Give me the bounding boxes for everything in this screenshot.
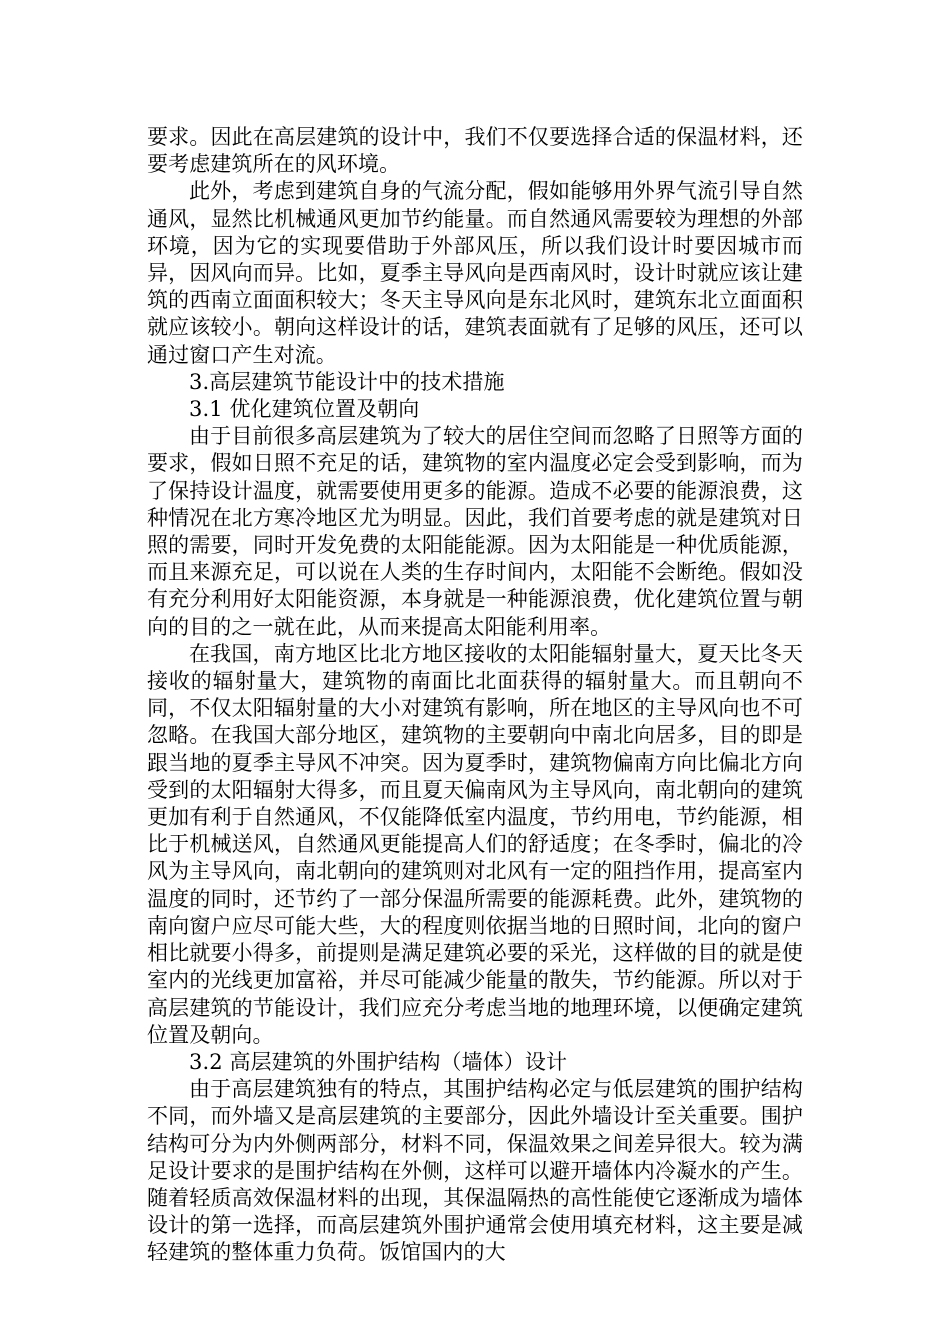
paragraph-envelope: 由于高层建筑独有的特点，其围护结构必定与低层建筑的围护结构不同，而外墙又是高层建筑的主要部分，因此外墙设计至关重要。围护结构可分为内外侧两部分，材料不同，保温效果之间差异很大。较为满足设计要求的是围护结构在外侧，这样可以避开墙体内冷凝水的产生。随着轻质高效保温材料的出现，其保温隔热的高性能使它逐渐成为墙体设计的第一选择，而高层建筑外围护通常会使用填充材料，这主要是减轻建筑的整体重力负荷。饭馆国内的大 <box>147 1077 803 1265</box>
paragraph-sunlight: 由于目前很多高层建筑为了较大的居住空间而忽略了日照等方面的要求，假如日照不充足的话，建筑物的室内温度必定会受到影响，而为了保持设计温度，就需要使用更多的能源。造成不必要的能源浪费，这种情况在北方寒冷地区尤为明显。因此，我们首要考虑的就是建筑对日照的需要，同时开发免费的太阳能能源。因为太阳能是一种优质能源，而且来源充足，可以说在人类的生存时间内，太阳能不会断绝。假如没有充分利用好太阳能资源，本身就是一种能源浪费，优化建筑位置与朝向的目的之一就在此，从而来提高太阳能利用率。 <box>147 424 803 639</box>
document-body <box>147 124 803 1267</box>
paragraph-continued: 要求。因此在高层建筑的设计中，我们不仅要选择合适的保温材料，还要考虑建筑所在的风环境。 <box>147 125 803 177</box>
section-heading-3: 3.高层建筑节能设计中的技术措施 <box>189 369 505 394</box>
paragraph-orientation: 在我国，南方地区比北方地区接收的太阳能辐射量大，夏天比冬天接收的辐射量大，建筑物的南面比北面获得的辐射量大。而且朝向不同，不仅太阳辐射量的大小对建筑有影响，所在地区的主导风向也不可忽略。在我国大部分地区，建筑物的主要朝向中南北向居多，目的即是跟当地的夏季主导风不冲突。因为夏季时，建筑物偏南方向比偏北方向受到的太阳辐射大得多，而且夏天偏南风为主导风向，南北朝向的建筑更加有利于自然通风，不仅能降低室内温度，节约用电，节约能源，相比于机械送风，自然通风更能提高人们的舒适度；在冬季时，偏北的冷风为主导风向，南北朝向的建筑则对北风有一定的阻挡作用，提高室内温度的同时，还节约了一部分保温所需要的能源耗费。此外，建筑物的南向窗户应尽可能大些，大的程度则依据当地的日照时间，北向的窗户相比就要小得多，前提则是满足建筑必要的采光，这样做的目的就是使室内的光线更加富裕，并尽可能减少能量的散失，节约能源。所以对于高层建筑的节能设计，我们应充分考虑当地的地理环境，以便确定建筑位置及朝向。 <box>147 641 803 1047</box>
paragraph-natural-ventilation: 此外，考虑到建筑自身的气流分配，假如能够用外界气流引导自然通风，显然比机械通风更加节约能量。而自然通风需要较为理想的外部环境，因为它的实现要借助于外部风压，所以我们设计时要因城市而异，因风向而异。比如，夏季主导风向是西南风时，设计时就应该让建筑的西南立面面积较大；冬天主导风向是东北风时，建筑东北立面面积就应该较小。朝向这样设计的话，建筑表面就有了足够的风压，还可以通过窗口产生对流。 <box>147 179 803 367</box>
section-heading-3-1: 3.1 优化建筑位置及朝向 <box>189 397 420 422</box>
section-heading-3-2: 3.2 高层建筑的外围护结构（墙体）设计 <box>189 1049 568 1074</box>
